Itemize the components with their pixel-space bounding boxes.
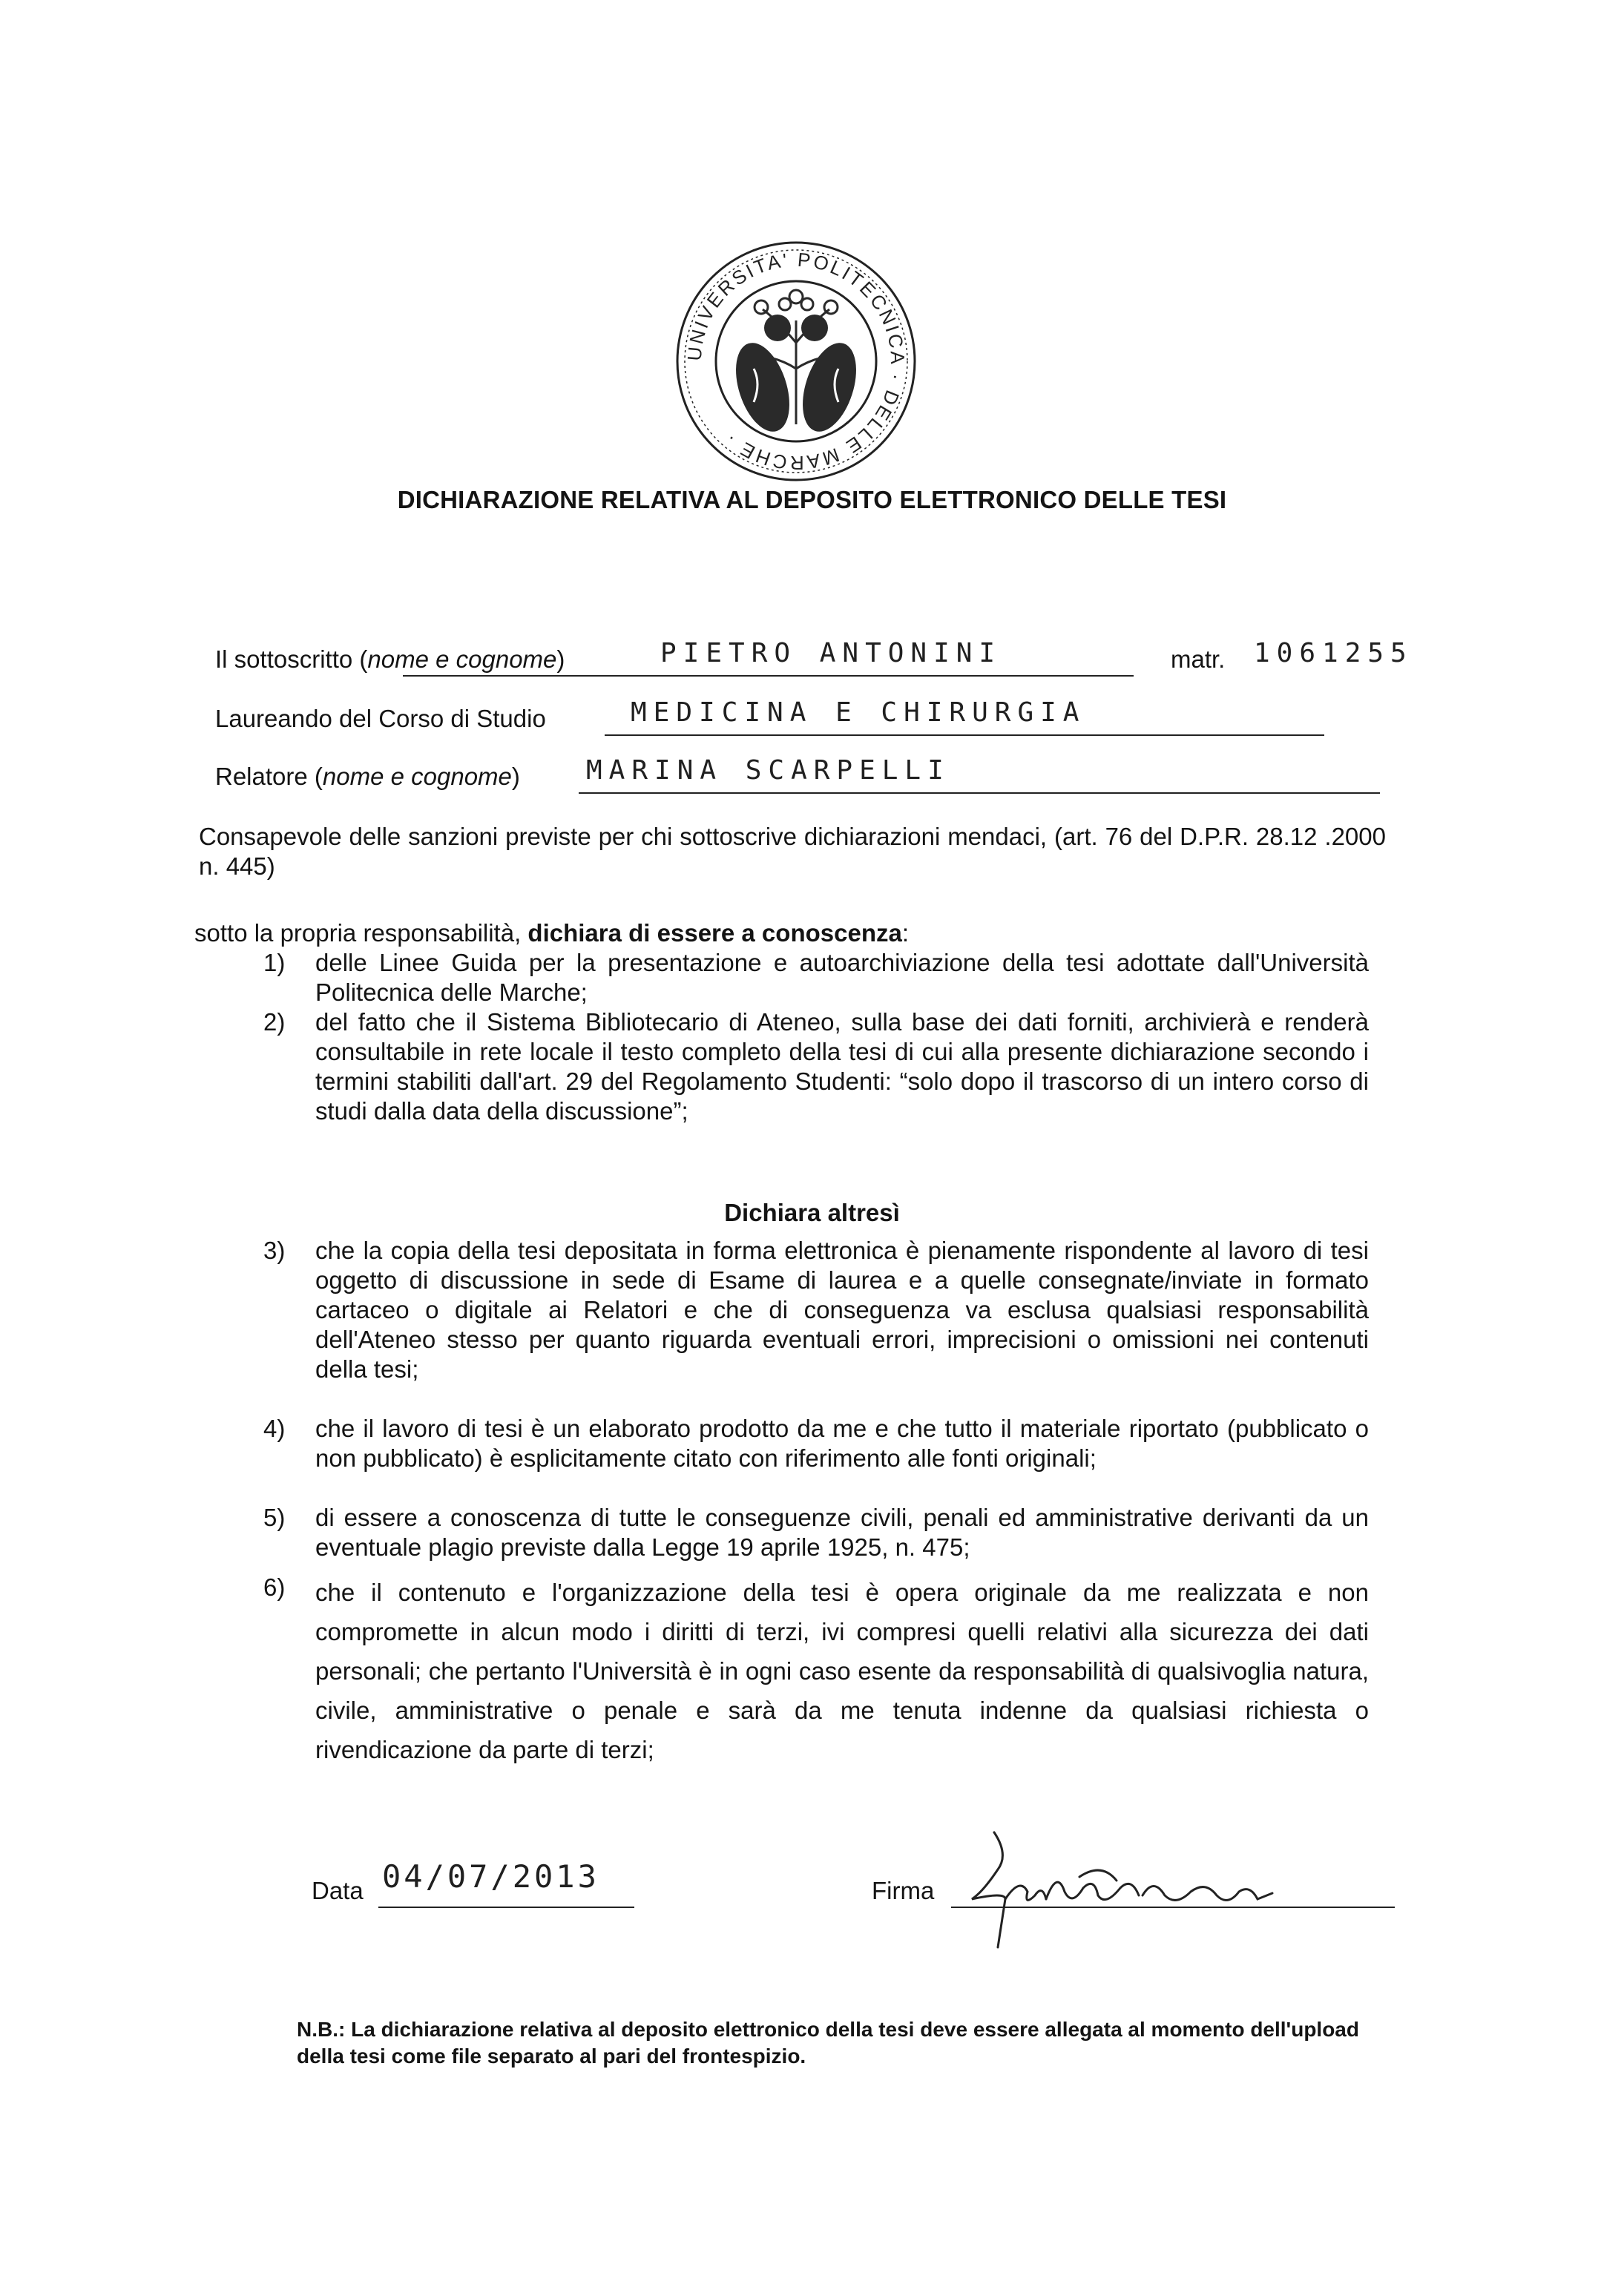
advisor-row bbox=[215, 763, 520, 791]
item-number: 4) bbox=[263, 1415, 286, 1442]
course-underline bbox=[605, 734, 1324, 736]
advisor-label: Relatore (nome e cognome) bbox=[215, 763, 520, 790]
awareness-paragraph: Consapevole delle sanzioni previste per chi sottoscrive dichiarazioni mendaci, (art. 76 del D.P.R. 28.12 .2000 n. 445) bbox=[199, 823, 1386, 880]
name-label: Il sottoscritto (nome e cognome) bbox=[215, 645, 565, 673]
matr-value[interactable]: 1061255 bbox=[1254, 638, 1413, 668]
item-number: 3) bbox=[263, 1237, 286, 1264]
university-seal bbox=[674, 239, 918, 484]
date-underline bbox=[378, 1907, 634, 1908]
date-label: Data bbox=[312, 1877, 364, 1904]
footnote: N.B.: La dichiarazione relativa al deposito elettronico della tesi deve essere allegata al momento dell'upload della tesi come file separato al pari del frontespizio. bbox=[297, 2018, 1359, 2068]
name-value[interactable]: PIETRO ANTONINI bbox=[660, 638, 1002, 668]
section-subtitle: Dichiara altresì bbox=[724, 1199, 900, 1226]
svg-text:UNIVERSITA' POLITECNICA · DELL: UNIVERSITA' POLITECNICA · DELLE MARCHE · bbox=[683, 248, 910, 475]
list-item: che il contenuto e l'organizzazione della tesi è opera originale da me realizzata e non compromette in alcun modo i diritti di terzi, ivi compresi quelli relativi alla sicurezza dei dati personali; che pertanto l'Università è in ogni caso esente da responsabilità di qualsivoglia natura, civile, amministrative o penale e sarà da me tenuta indenne da qualsiasi richiesta o rivendicazione da parte di terzi; bbox=[315, 1579, 1369, 1763]
declaration-intro: sotto la propria responsabilità, dichiara di essere a conoscenza: bbox=[194, 919, 910, 947]
item-number: 1) bbox=[263, 949, 286, 976]
item-number: 5) bbox=[263, 1504, 286, 1531]
list-item: che la copia della tesi depositata in forma elettronica è pienamente rispondente al lavoro di tesi oggetto di discussione in sede di Esame di laurea e a quelle consegnate/inviate in formato cartaceo o digitale ai Relatori e che di conseguenza va esclusa qualsiasi responsabilità dell'Ateneo stesso per quanto riguarda eventuali errori, imprecisioni o omissioni nei contenuti della tesi; bbox=[315, 1237, 1369, 1383]
list-item: del fatto che il Sistema Bibliotecario di Ateneo, sulla base dei dati forniti, archivierà e renderà consultabile in rete locale il testo completo della tesi di cui alla presente dichiarazione secondo i termini stabiliti dall'art. 29 del Regolamento Studenti: “solo dopo il trascorso di un intero corso di studi dalla data della discussione”; bbox=[315, 1008, 1369, 1125]
document-title: DICHIARAZIONE RELATIVA AL DEPOSITO ELETTRONICO DELLE TESI bbox=[397, 486, 1227, 513]
list-item: delle Linee Guida per la presentazione e autoarchiviazione della tesi adottate dall'Università Politecnica delle Marche; bbox=[315, 949, 1369, 1006]
signature-label: Firma bbox=[872, 1877, 935, 1904]
advisor-underline bbox=[579, 792, 1380, 794]
handwritten-signature bbox=[953, 1825, 1295, 1951]
item-number: 6) bbox=[263, 1573, 286, 1601]
matr-label: matr. bbox=[1171, 645, 1226, 673]
advisor-value[interactable]: MARINA SCARPELLI bbox=[586, 755, 950, 786]
list-item: di essere a conoscenza di tutte le conseguenze civili, penali ed amministrative derivanti da un eventuale plagio previste dalla Legge 19 aprile 1925, n. 475; bbox=[315, 1504, 1369, 1561]
item-number: 2) bbox=[263, 1008, 286, 1036]
list-item: che il lavoro di tesi è un elaborato prodotto da me e che tutto il materiale riportato (pubblicato o non pubblicato) è esplicitamente citato con riferimento alle fonti originali; bbox=[315, 1415, 1369, 1472]
date-value[interactable]: 04/07/2013 bbox=[382, 1858, 599, 1895]
name-underline bbox=[403, 675, 1134, 677]
course-value[interactable]: MEDICINA E CHIRURGIA bbox=[631, 697, 1086, 728]
name-row bbox=[215, 645, 565, 674]
course-label: Laureando del Corso di Studio bbox=[215, 705, 546, 732]
